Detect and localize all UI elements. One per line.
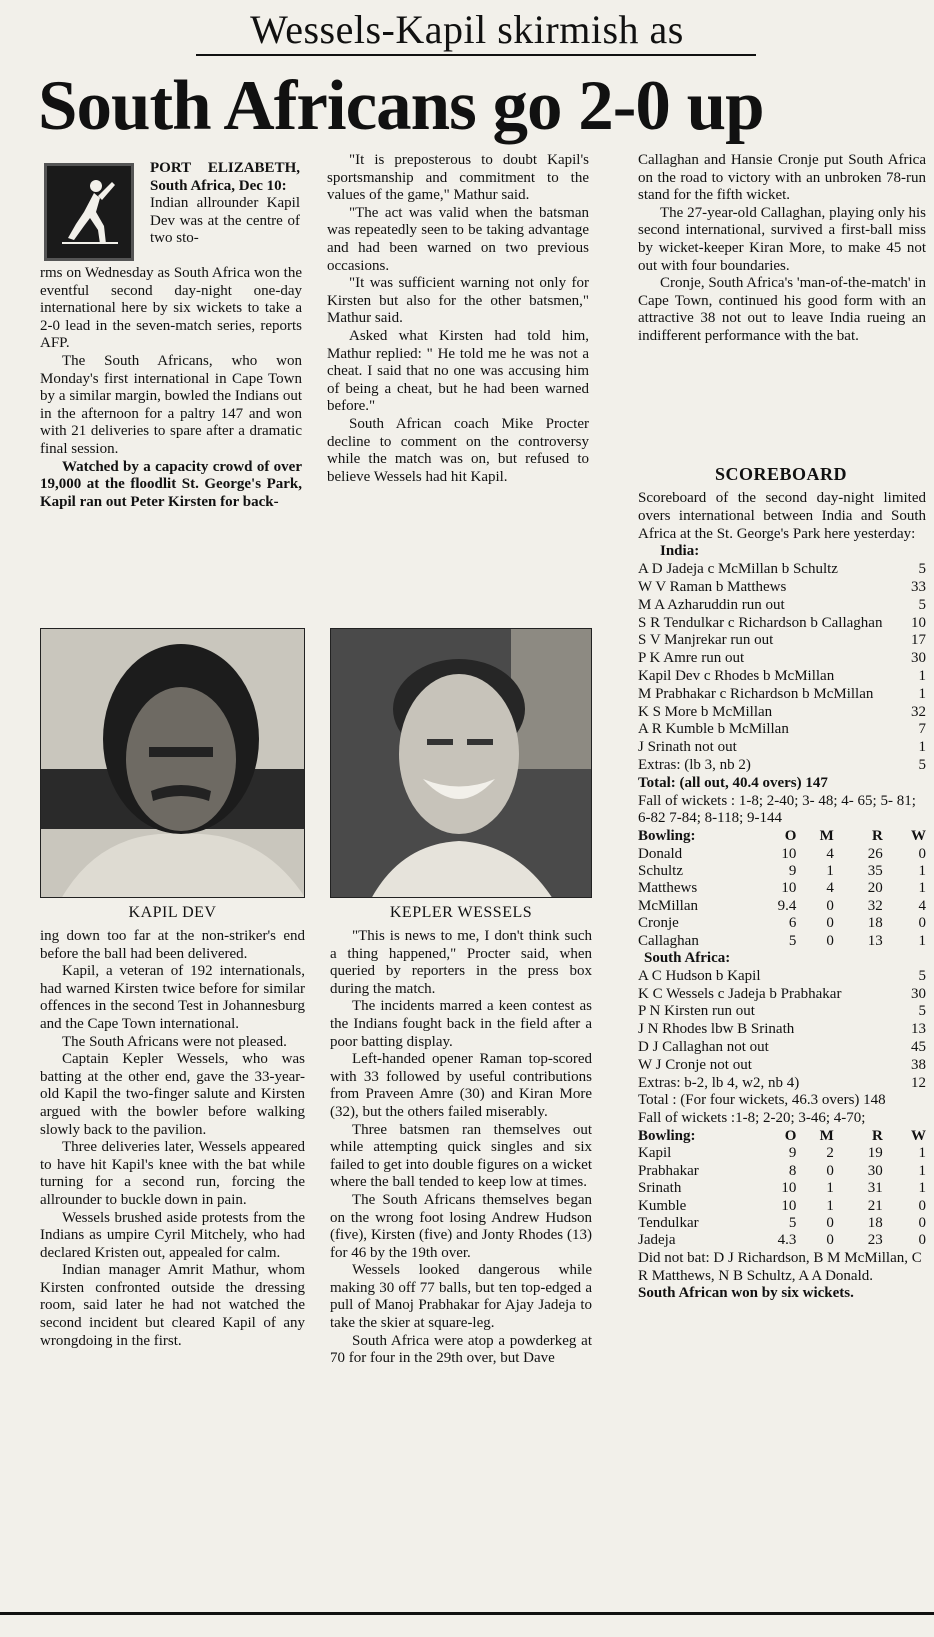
- batting-row: [638, 615, 926, 633]
- bowling-bowler: Callaghan: [638, 932, 699, 949]
- bowling-row: [638, 1145, 926, 1162]
- batting-row: [638, 1075, 926, 1093]
- batsman-entry: W J Cronje not out: [638, 1056, 752, 1073]
- bowling-w: 0: [918, 915, 926, 932]
- batting-row: [638, 1039, 926, 1057]
- col2-paragraph-4: Asked what Kirsten had told him, Mathur replied: " He told me he was not a cheat. I said that no one was accusing him of being a cheat, but he had been warned before.": [327, 327, 589, 415]
- bowling-row: [638, 880, 926, 897]
- batting-row: [638, 650, 926, 668]
- batsman-runs: 1: [918, 667, 926, 684]
- bowling-header: W: [911, 828, 926, 845]
- col3-text: [638, 152, 926, 346]
- batting-row: [638, 968, 926, 986]
- bowling-o: 9: [788, 862, 797, 879]
- bowling-bowler: Srinath: [638, 1180, 682, 1197]
- batsman-runs: 5: [918, 561, 926, 578]
- paragraph-10: Indian manager Amrit Mathur, whom Kirsten confronted outside the dressing room, said later he had not watched the second incident but cleared Kapil of any wrongdoing in the first.: [40, 1262, 305, 1349]
- batting-row: [638, 721, 926, 739]
- bowling-r: 20: [867, 880, 883, 897]
- batting-row: [638, 1003, 926, 1021]
- col2-paragraph-9: Three batsmen ran themselves out while attempting quick singles and six failed to get into double figures on a wicket where the ball tended to keep low at times.: [330, 1121, 592, 1191]
- paragraph-8: Three deliveries later, Wessels appeared to have hit Kapil's knee with the bat while turning for a second run, forcing the allrounder to buckle down in pain.: [40, 1139, 305, 1208]
- batting-row: [638, 632, 926, 650]
- bowling-m: 4: [826, 845, 834, 862]
- sa-bowling-table: [638, 828, 926, 950]
- bowling-w: 1: [918, 932, 926, 949]
- bowling-r: 32: [867, 897, 883, 914]
- bowling-w: 1: [918, 880, 926, 897]
- batsman-entry: M Prabhakar c Richardson b McMillan: [638, 685, 874, 702]
- lead-paragraph-a: Indian allrounder Kapil Dev was at the centre of two sto-: [150, 195, 300, 247]
- batsman-runs: 10: [911, 614, 926, 631]
- batting-row: [638, 579, 926, 597]
- bowling-w: 0: [918, 845, 926, 862]
- bowling-w: 1: [918, 862, 926, 879]
- batsman-entry: S R Tendulkar c Richardson b Callaghan: [638, 614, 883, 631]
- bowling-o: 9: [788, 1145, 797, 1162]
- batsman-runs: 30: [911, 985, 926, 1002]
- india-label: India:: [660, 543, 700, 560]
- bowling-r: 13: [867, 932, 883, 949]
- batting-row: [638, 704, 926, 722]
- batsman-runs: 5: [918, 1003, 926, 1020]
- bowling-bowler: Kapil: [638, 1145, 672, 1162]
- bowling-bowler: Donald: [638, 845, 683, 862]
- bowling-m: 0: [826, 915, 834, 932]
- bowling-header: M: [819, 1127, 834, 1144]
- batting-row: [638, 986, 926, 1004]
- scoreboard-title: SCOREBOARD: [714, 464, 848, 484]
- paragraph-4: ing down too far at the non-striker's end before the ball had been delivered.: [40, 928, 305, 962]
- col3-paragraph-1: Callaghan and Hansie Cronje put South Africa on the road to victory with an unbroken 78-run stand for the fifth wicket.: [638, 152, 926, 204]
- bowling-m: 0: [826, 1214, 834, 1231]
- bowling-o: 5: [788, 1214, 797, 1231]
- india-fall-of-wickets: Fall of wickets : 1-8; 2-40; 3- 48; 4- 65; 5- 81; 6-82 7-84; 8-118; 9-144: [638, 792, 916, 827]
- col1-intro: [150, 160, 300, 195]
- paragraph-2: The South Africans, who won Monday's first international in Cape Town by a similar margin, bowled the Indians out in the afternoon for a paltry 147 and won with 21 deliveries to spare after a dramatic final session.: [40, 352, 302, 457]
- bowling-bowler: Schultz: [638, 862, 683, 879]
- batsman-runs: 38: [911, 1056, 926, 1073]
- col2-text-bottom: [330, 928, 592, 1368]
- col1-lead-top: [150, 195, 300, 248]
- col1-text-bottom: [40, 928, 305, 1350]
- cricket-batsman-icon: [44, 163, 134, 261]
- batsman-entry: A R Kumble b McMillan: [638, 721, 789, 738]
- paragraph-5: Kapil, a veteran of 192 internationals, had warned Kirsten twice before for similar offences in the second Test in Johannesburg and the Cape Town international.: [40, 963, 305, 1032]
- bowling-m: 1: [826, 862, 834, 879]
- batting-row: [638, 1021, 926, 1039]
- batsman-entry: W V Raman b Matthews: [638, 578, 787, 595]
- sa-label: South Africa:: [644, 949, 731, 966]
- main-headline: South Africans go 2-0 up: [38, 67, 764, 145]
- bowling-label: Bowling:: [638, 828, 696, 845]
- batsman-runs: 5: [918, 967, 926, 984]
- batting-row: [638, 668, 926, 686]
- bowling-o: 6: [788, 915, 797, 932]
- batsman-entry: S V Manjrekar run out: [638, 632, 774, 649]
- bowling-w: 0: [918, 1214, 926, 1231]
- batsman-runs: 32: [911, 703, 926, 720]
- batting-row: [638, 561, 926, 579]
- batsman-entry: A D Jadeja c McMillan b Schultz: [638, 561, 838, 578]
- bowling-w: 4: [918, 897, 926, 914]
- sa-fall-of-wickets: Fall of wickets :1-8; 2-20; 3-46; 4-70;: [638, 1110, 866, 1127]
- bowling-header: O: [784, 1127, 797, 1144]
- bowling-r: 19: [867, 1145, 883, 1162]
- bowling-bowler: Tendulkar: [638, 1214, 699, 1231]
- batsman-entry: Extras: (lb 3, nb 2): [638, 756, 751, 773]
- batsman-runs: 33: [911, 578, 926, 595]
- bowling-row: [638, 1232, 926, 1249]
- kapil-dev-photo: [40, 628, 305, 898]
- kicker-headline: Wessels-Kapil skirmish as: [250, 7, 684, 52]
- photo-caption-wessels: KEPLER WESSELS: [389, 904, 533, 921]
- paragraph-7: Captain Kepler Wessels, who was batting at the other end, gave the 33-year-old Kapil the two-finger salute and Kirsten argued with the bowler before walking slowly back to the pavilion.: [40, 1051, 305, 1138]
- bowling-r: 23: [867, 1232, 883, 1249]
- bowling-label: Bowling:: [638, 1127, 696, 1144]
- bottom-rule: [0, 1612, 934, 1615]
- paragraph-9: Wessels brushed aside protests from the Indians as umpire Cyril Mitchely, who had declared Kristen out, appealed for calm.: [40, 1209, 305, 1261]
- col3-paragraph-2: The 27-year-old Callaghan, playing only his second international, survived a first-ball miss by wicket-keeper Kiran More, to make 45 not out with four boundaries.: [638, 204, 926, 274]
- bowling-o: 10: [781, 1180, 797, 1197]
- batting-row: [638, 739, 926, 757]
- bowling-bowler: McMillan: [638, 897, 698, 914]
- bowling-row: [638, 846, 926, 863]
- batsman-runs: 13: [911, 1021, 926, 1038]
- batsman-runs: 1: [918, 739, 926, 756]
- col2-paragraph-5: South African coach Mike Procter decline to comment on the controversy while the match was on, but refused to believe Wessels had hit Kapil.: [327, 415, 589, 485]
- bowling-row: [638, 1180, 926, 1197]
- bowling-o: 8: [788, 1162, 797, 1179]
- batsman-entry: K C Wessels c Jadeja b Prabhakar: [638, 985, 842, 1002]
- batsman-entry: K S More b McMillan: [638, 703, 773, 720]
- col2-paragraph-6: "This is news to me, I don't think such a thing happened," Procter said, when queried by reporters in the press box during the match.: [330, 928, 592, 997]
- bowling-m: 0: [826, 1162, 834, 1179]
- bowling-m: 2: [826, 1145, 834, 1162]
- bowling-bowler: Prabhakar: [638, 1162, 699, 1179]
- bowling-header: R: [871, 828, 883, 845]
- col2-paragraph-12: South Africa were atop a powderkeg at 70 for four in the 29th over, but Dave: [330, 1332, 592, 1367]
- bowling-o: 10: [781, 1197, 797, 1214]
- batsman-runs: 5: [918, 756, 926, 773]
- paragraph-6: The South Africans were not pleased.: [62, 1033, 287, 1050]
- kicker-rule: [196, 54, 756, 56]
- photo-caption-kapil: KAPIL DEV: [128, 904, 217, 921]
- bowling-row: [638, 933, 926, 950]
- did-not-bat: Did not bat: D J Richardson, B M McMillan, C R Matthews, N B Schultz, A A Donald.: [638, 1249, 922, 1284]
- col2-paragraph-8: Left-handed opener Raman top-scored with 33 followed by useful contributions from Praveen Amre (30) and Kiran More (32), but the others failed miserably.: [330, 1051, 592, 1120]
- bowling-w: 0: [918, 1197, 926, 1214]
- col2-paragraph-11: Wessels looked dangerous while making 30 off 77 balls, but ten top-edged a pull of Manoj Prabhakar for Ajay Jadeja to take the skier at square-leg.: [330, 1262, 592, 1332]
- bowling-header: M: [819, 828, 834, 845]
- col2-paragraph-3: "It was sufficient warning not only for Kirsten but also for the other batsmen," Mathur said.: [327, 275, 589, 327]
- batsman-entry: M A Azharuddin run out: [638, 596, 785, 613]
- bowling-o: 10: [781, 880, 797, 897]
- india-bowling-table: [638, 1128, 926, 1250]
- batting-row: [638, 686, 926, 704]
- batting-row: [638, 597, 926, 615]
- batting-row: [638, 757, 926, 775]
- col3-paragraph-3: Cronje, South Africa's 'man-of-the-match' in Cape Town, continued his good form with an attractive 38 not out to leave India rueing an indifferent performance with the bat.: [638, 275, 926, 344]
- batting-row: [638, 1057, 926, 1075]
- bowling-m: 4: [826, 880, 834, 897]
- match-result: South African won by six wickets.: [638, 1285, 854, 1302]
- bowling-row: [638, 915, 926, 932]
- scoreboard-intro: Scoreboard of the second day-night limited overs international between India and South Africa at the St. George's Park here yesterday:: [638, 490, 926, 542]
- batsman-runs: 1: [918, 685, 926, 702]
- bowling-r: 31: [867, 1180, 883, 1197]
- batsman-runs: 30: [911, 650, 926, 667]
- bowling-w: 1: [918, 1162, 926, 1179]
- dateline: PORT ELIZABETH, South Africa, Dec 10:: [150, 160, 300, 194]
- col2-paragraph-10: The South Africans themselves began on the wrong foot losing Andrew Hudson (five), Kirsten (five) and Jonty Rhodes (13) for 46 by the 19th over.: [330, 1191, 592, 1261]
- bowling-row: [638, 1198, 926, 1215]
- kepler-wessels-photo: [330, 628, 592, 898]
- bowling-header: R: [871, 1127, 883, 1144]
- batsman-entry: J Srinath not out: [638, 739, 737, 756]
- bowling-o: 5: [788, 932, 797, 949]
- batsman-entry: D J Callaghan not out: [638, 1038, 769, 1055]
- bowling-r: 21: [867, 1197, 883, 1214]
- lead-paragraph-b: rms on Wednesday as South Africa won the eventful second day-night one-day international here by six wickets to take a 2-0 lead in the seven-match series, reports AFP.: [40, 265, 302, 352]
- bowling-header: W: [911, 1127, 926, 1144]
- bowling-o: 4.3: [777, 1232, 797, 1249]
- col2-text-top: [327, 152, 589, 486]
- bowling-m: 0: [826, 932, 834, 949]
- bowling-r: 26: [867, 845, 883, 862]
- sa-total: Total : (For four wickets, 46.3 overs) 148: [638, 1092, 886, 1109]
- batsman-runs: 17: [911, 632, 926, 649]
- batsman-runs: 5: [918, 596, 926, 613]
- bowling-header: O: [784, 828, 797, 845]
- col2-paragraph-1: "It is preposterous to doubt Kapil's sportsmanship and commitment to the values of the game," Mathur said.: [327, 152, 589, 204]
- paragraph-3: Watched by a capacity crowd of over 19,000 at the floodlit St. George's Park, Kapil ran out Peter Kirsten for back-: [40, 458, 302, 510]
- bowling-row: [638, 863, 926, 880]
- bowling-r: 18: [867, 1214, 883, 1231]
- bowling-m: 1: [826, 1180, 834, 1197]
- sa-batting: [638, 968, 926, 1093]
- batsman-runs: 45: [911, 1038, 926, 1055]
- batsman-entry: A C Hudson b Kapil: [638, 967, 761, 984]
- bowling-row: [638, 1163, 926, 1180]
- batsman-entry: P N Kirsten run out: [638, 1003, 755, 1020]
- batsman-entry: P K Amre run out: [638, 650, 745, 667]
- india-batting: [638, 561, 926, 775]
- scoreboard: [638, 490, 926, 1303]
- bowling-m: 1: [826, 1197, 834, 1214]
- bowling-bowler: Cronje: [638, 915, 679, 932]
- bowling-w: 0: [918, 1232, 926, 1249]
- batsman-entry: J N Rhodes lbw B Srinath: [638, 1021, 795, 1038]
- india-total: Total: (all out, 40.4 overs) 147: [638, 774, 828, 791]
- bowling-o: 10: [781, 845, 797, 862]
- bowling-bowler: Kumble: [638, 1197, 687, 1214]
- bowling-row: [638, 1215, 926, 1232]
- bowling-r: 18: [867, 915, 883, 932]
- bowling-w: 1: [918, 1145, 926, 1162]
- bowling-r: 30: [867, 1162, 883, 1179]
- bowling-o: 9.4: [777, 897, 797, 914]
- bowling-m: 0: [826, 1232, 834, 1249]
- col1-text-top: [40, 265, 302, 511]
- batsman-entry: Kapil Dev c Rhodes b McMillan: [638, 667, 835, 684]
- bowling-bowler: Matthews: [638, 880, 698, 897]
- bowling-bowler: Jadeja: [638, 1232, 676, 1249]
- batsman-runs: 7: [918, 721, 926, 738]
- bowling-m: 0: [826, 897, 834, 914]
- bowling-r: 35: [867, 862, 883, 879]
- bowling-w: 1: [918, 1180, 926, 1197]
- col2-paragraph-2: "The act was valid when the batsman was repeatedly seen to be taking advantage and had been warned on two previous occasions.: [327, 204, 589, 274]
- bowling-row: [638, 898, 926, 915]
- batsman-runs: 12: [911, 1074, 926, 1091]
- col2-paragraph-7: The incidents marred a keen contest as the Indians fought back in the field after a poor batting display.: [330, 998, 592, 1050]
- batsman-entry: Extras: b-2, lb 4, w2, nb 4): [638, 1074, 800, 1091]
